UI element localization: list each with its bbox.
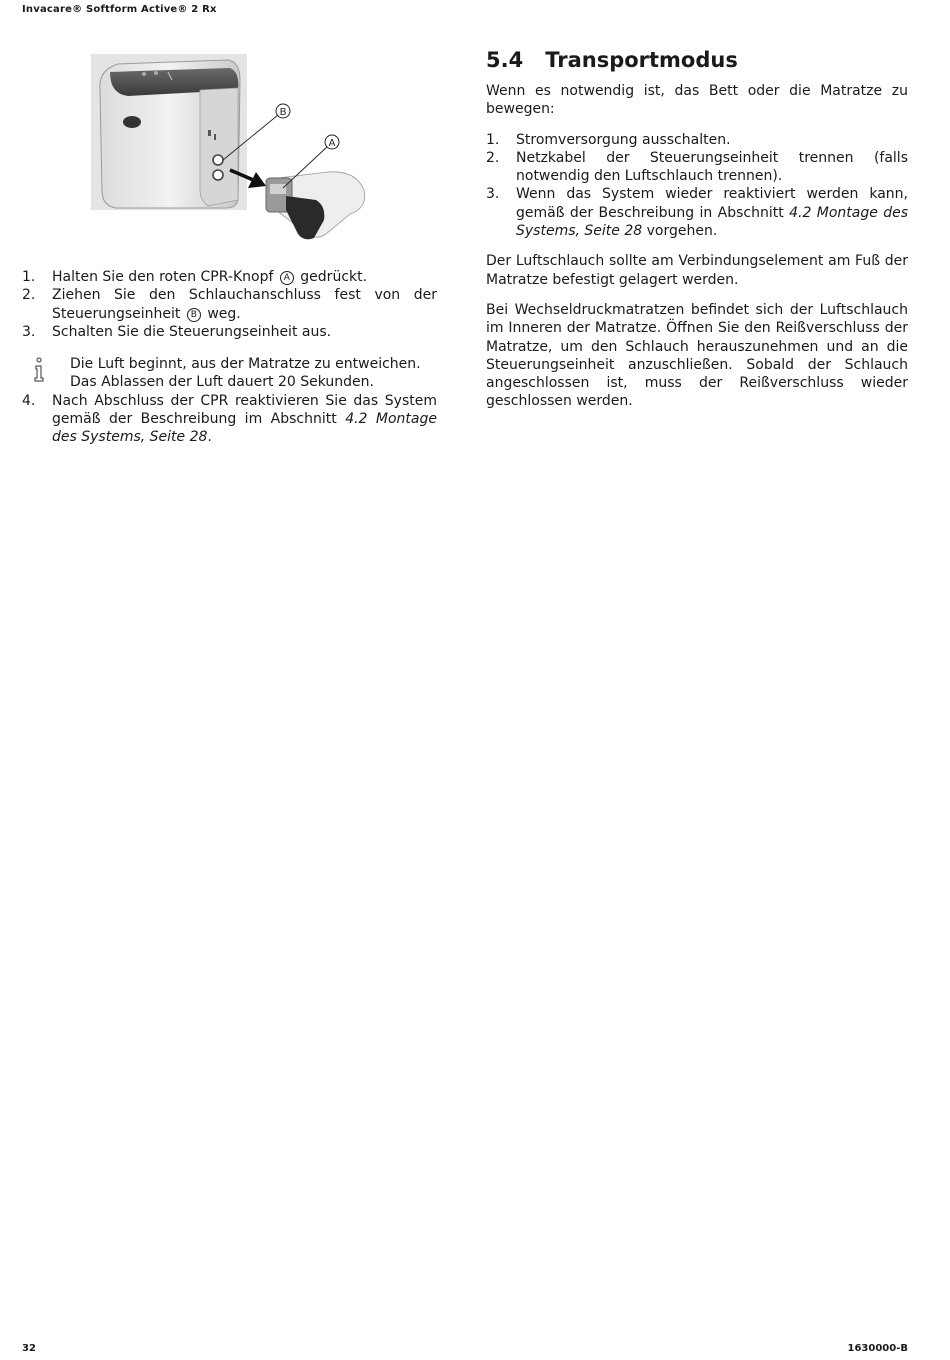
section-title: Transportmodus xyxy=(545,48,738,72)
info-icon xyxy=(32,357,46,383)
list-item: 3. Schalten Sie die Steuerungseinheit aus. xyxy=(22,323,332,340)
cpr-steps xyxy=(22,268,437,341)
callout-b-label: B xyxy=(279,107,287,118)
document-header-title: Invacare® Softform Active® 2 Rx xyxy=(22,4,217,15)
control-unit-illustration xyxy=(88,50,378,250)
section-number: 5.4 xyxy=(486,48,524,72)
list-item: 3. Wenn das System wieder reaktiviert werden kann, gemäß der Beschreibung in Abschnitt 4.2 Montage des Systems, Seite 28 vorgehen. xyxy=(486,186,909,240)
list-item: 1. Halten Sie den roten CPR-Knopf A gedrückt. xyxy=(22,269,368,285)
transport-steps xyxy=(486,131,908,241)
note-line-1: Die Luft beginnt, aus der Matratze zu entweichen. xyxy=(70,356,421,373)
info-note xyxy=(22,355,437,392)
document-number: 1630000-B xyxy=(847,1343,908,1354)
marker-a: A xyxy=(280,271,294,285)
storage-paragraph: Der Luftschlauch sollte am Verbindungselement am Fuß der Matratze befestigt gelagert werden. xyxy=(486,253,908,288)
list-item: 1. Stromversorgung ausschalten. xyxy=(486,131,731,148)
callout-b xyxy=(276,104,290,118)
callout-a-label: A xyxy=(328,138,336,149)
cross-reference: 4.2 Montage des Systems, Seite 28 xyxy=(52,411,437,446)
right-column xyxy=(486,48,908,423)
intro-paragraph: Wenn es notwendig ist, das Bett oder die Matratze zu bewegen: xyxy=(486,83,908,118)
alternating-pressure-paragraph: Bei Wechseldruckmatratzen befindet sich der Luftschlauch im Inneren der Matratze. Öffnen Sie den Reißverschluss der Matratze, um den Schlauch herauszunehmen und an die Steuerungseinheit anzuschließen. Sobald der Schlauch angeschlossen ist, muss der Reißverschluss wieder geschlossen werden. xyxy=(486,301,908,410)
page-number: 32 xyxy=(22,1343,36,1354)
list-item: 4. Nach Abschluss der CPR reaktivieren Sie das System gemäß der Beschreibung im Abschnitt 4.2 Montage des Systems, Seite 28. xyxy=(22,392,437,446)
list-item: 2. Ziehen Sie den Schlauchanschluss fest von der Steuerungseinheit B weg. xyxy=(22,287,437,322)
list-item: 2. Netzkabel der Steuerungseinheit trennen (falls notwendig den Luftschlauch trennen). xyxy=(486,149,908,185)
marker-b: B xyxy=(187,308,201,322)
left-column xyxy=(22,268,437,447)
cpr-steps-continued xyxy=(22,392,437,447)
callout-a xyxy=(325,135,339,149)
cross-reference: 4.2 Montage des Systems, Seite 28 xyxy=(516,204,909,240)
section-heading xyxy=(486,48,908,72)
note-line-2: Das Ablassen der Luft dauert 20 Sekunden. xyxy=(70,374,374,391)
